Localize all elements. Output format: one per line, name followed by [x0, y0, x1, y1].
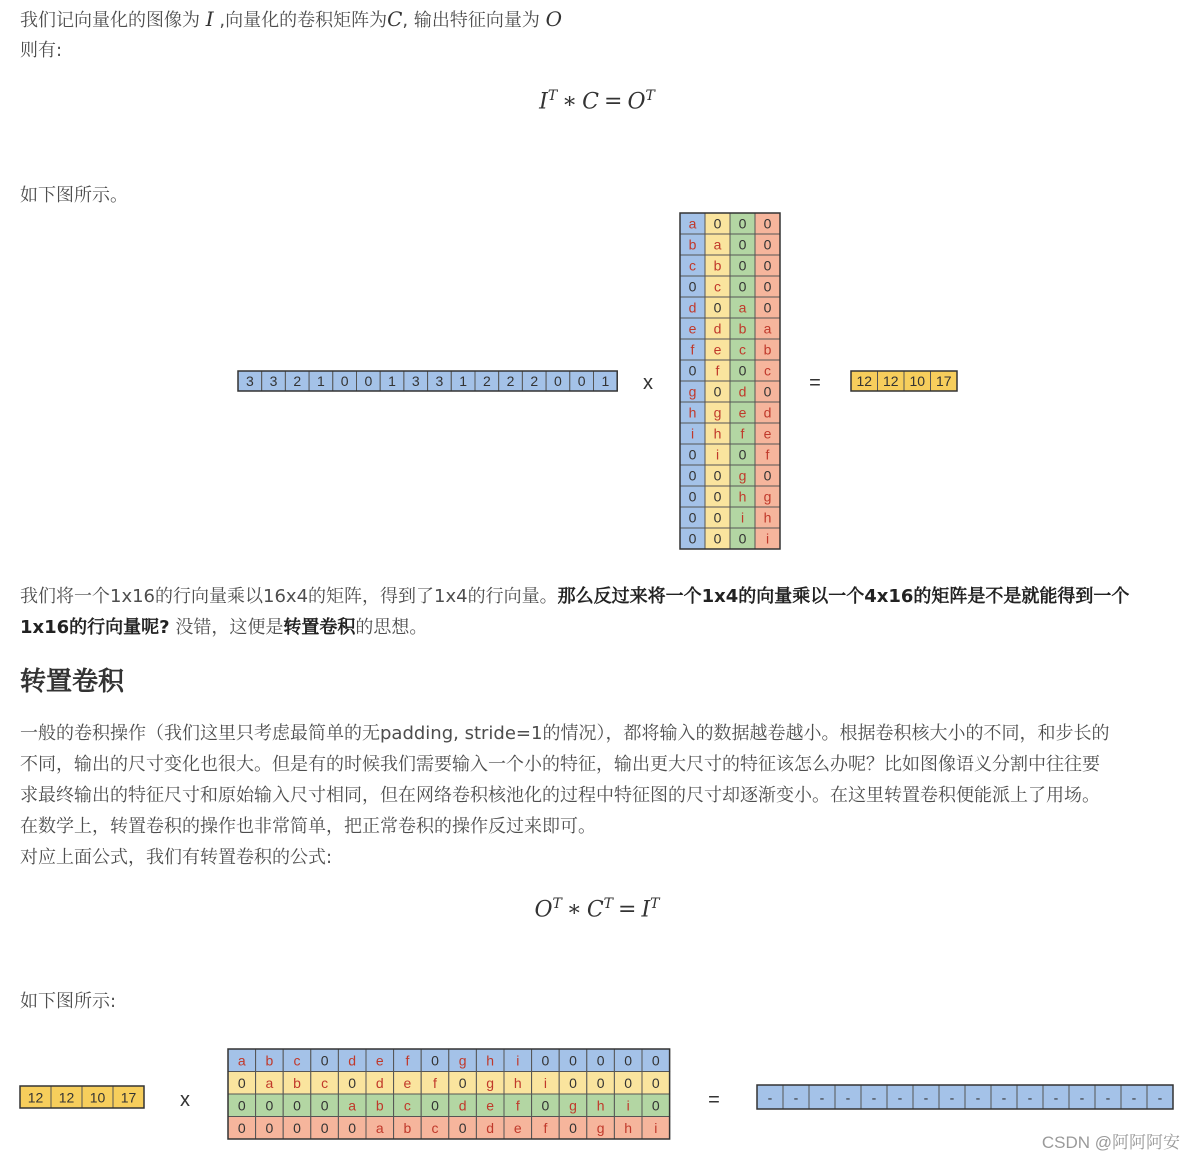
- fig2-times-sign: x: [180, 1089, 190, 1111]
- section-heading: 转置卷积: [20, 667, 125, 697]
- fig2-matrix-cell: d: [458, 1097, 467, 1114]
- fig2-result-cell: -: [845, 1089, 851, 1106]
- fig1-matrix-cell: 0: [688, 530, 697, 547]
- fig1-matrix-cell: 0: [763, 278, 772, 295]
- fig2-matrix-cell: 0: [569, 1120, 577, 1137]
- fig1-matrix-cell: f: [715, 362, 720, 379]
- fig1-matrix-cell: f: [740, 425, 745, 442]
- fig2-matrix-cell: 0: [348, 1075, 357, 1092]
- fig1-matrix-cell: a: [763, 320, 772, 337]
- fig2-matrix-cell: d: [486, 1120, 495, 1137]
- fig2-matrix-cell: f: [433, 1075, 437, 1092]
- intro-text-1: 我们记向量化的图像为: [20, 10, 200, 31]
- fig2-matrix-cell: 0: [651, 1075, 660, 1092]
- fig2-matrix-cell: h: [624, 1120, 633, 1137]
- formula2-c-sup: T: [650, 896, 660, 912]
- fig1-vector-cell: 0: [364, 373, 373, 390]
- fig1-vector-cell: 3: [245, 373, 254, 390]
- fig1-vector-cell: 1: [317, 373, 325, 390]
- fig1-vector-cell: 1: [601, 373, 610, 390]
- fig2-matrix-cell: b: [403, 1120, 412, 1137]
- para1-plain-2: 没错，这便是: [169, 617, 284, 638]
- fig2-vector-cell: 12: [27, 1089, 44, 1106]
- fig1-matrix-cell: 0: [688, 467, 697, 484]
- fig1-matrix-cell: a: [713, 236, 722, 253]
- formula1-b: C: [582, 89, 599, 115]
- fig2-matrix-cell: e: [486, 1097, 495, 1114]
- fig2-result-cell: -: [1027, 1089, 1033, 1106]
- fig1-matrix-cell: g: [688, 383, 697, 400]
- fig1-matrix-cell: b: [688, 236, 697, 253]
- fig2-matrix-cell: c: [403, 1097, 411, 1114]
- intro-text-2: ,向量化的卷积矩阵为: [219, 10, 388, 31]
- fig2-matrix-cell: i: [626, 1097, 630, 1114]
- fig2-matrix-cell: 0: [458, 1120, 467, 1137]
- fig2-matrix-cell: 0: [651, 1052, 660, 1069]
- fig2-matrix-cell: i: [654, 1120, 658, 1137]
- fig1-matrix-cell: g: [738, 467, 747, 484]
- fig1-vector-cell: 2: [482, 373, 491, 390]
- fig2-matrix-cell: 0: [596, 1075, 605, 1092]
- fig1-matrix-cell: i: [715, 446, 720, 463]
- fig2-matrix-cell: i: [543, 1075, 547, 1092]
- fig2-matrix-cell: 0: [293, 1120, 301, 1137]
- formula1-a: I: [539, 89, 548, 115]
- formula2-b: C: [586, 897, 604, 923]
- fig1-matrix-cell: d: [763, 404, 772, 421]
- fig1-matrix-cell: 0: [763, 467, 772, 484]
- formula2-a-sup: T: [552, 896, 562, 912]
- fig2-matrix-cell: 0: [624, 1052, 633, 1069]
- para2-line: 对应上面公式，我们有转置卷积的公式:: [20, 847, 333, 868]
- fig2-result-cell: -: [1001, 1089, 1007, 1106]
- formula1-op1: ∗: [562, 89, 578, 115]
- fig1-matrix-cell: h: [713, 425, 722, 442]
- fig1-matrix-cell: e: [713, 341, 722, 358]
- fig1-matrix-cell: 0: [738, 530, 747, 547]
- formula2-a: O: [534, 897, 553, 923]
- fig1-matrix-cell: 0: [713, 467, 722, 484]
- fig1-matrix-cell: e: [738, 404, 747, 421]
- fig1-matrix-cell: c: [764, 362, 771, 379]
- para2-line: 求最终输出的特征尺寸和原始输入尺寸相同，但在网络卷积核池化的过程中特征图的尺寸却逐渐变小。在这里转置卷积便能派上了用场。: [20, 785, 1100, 806]
- fig1-matrix-cell: 0: [713, 215, 722, 232]
- para2-line: 一般的卷积操作（我们这里只考虑最简单的无padding, stride=1的情况），都将输入的数据越卷越小。根据卷积核大小的不同，和步长的: [20, 723, 1110, 744]
- fig1-matrix-cell: 0: [738, 215, 747, 232]
- fig1-vector-cell: 3: [269, 373, 278, 390]
- fig2-equals-sign: =: [708, 1089, 720, 1111]
- fig2-matrix-cell: 0: [293, 1097, 301, 1114]
- fig1-matrix-cell: b: [763, 341, 772, 358]
- intro-text-3: , 输出特征向量为: [402, 10, 540, 31]
- fig2-matrix-cell: g: [486, 1075, 495, 1092]
- fig1-matrix-cell: 0: [713, 383, 722, 400]
- fig2-matrix-cell: e: [403, 1075, 412, 1092]
- figure1-caption: 如下图所示。: [20, 185, 128, 206]
- fig2-matrix-cell: f: [405, 1052, 410, 1069]
- fig2-matrix-cell: 0: [569, 1075, 577, 1092]
- fig2-matrix-cell: e: [375, 1052, 384, 1069]
- fig1-matrix-cell: 0: [688, 488, 697, 505]
- fig1-vector-cell: 2: [293, 373, 302, 390]
- fig1-matrix-cell: 0: [713, 488, 722, 505]
- fig1-times-sign: x: [643, 372, 653, 394]
- para2-line: 不同，输出的尺寸变化也很大。但是有的时候我们需要输入一个小的特征，输出更大尺寸的特征该怎么办呢？比如图像语义分割中往往要: [20, 754, 1100, 775]
- fig1-matrix-cell: b: [713, 257, 722, 274]
- fig1-matrix-cell: 0: [688, 446, 697, 463]
- fig2-matrix-cell: a: [375, 1120, 384, 1137]
- fig1-matrix-cell: 0: [763, 383, 772, 400]
- fig1-matrix-cell: 0: [738, 257, 747, 274]
- fig2-matrix-cell: e: [513, 1120, 522, 1137]
- fig2-matrix-cell: 0: [541, 1097, 550, 1114]
- fig1-result-cell: 12: [882, 373, 899, 390]
- fig1-matrix-cell: 0: [763, 236, 772, 253]
- fig1-matrix-cell: 0: [713, 509, 722, 526]
- fig1-matrix-cell: a: [688, 215, 697, 232]
- para1-bold: 那么反过来将一个1x4的向量乘以一个4x16的矩阵是不是就能得到一个: [557, 586, 1130, 607]
- formula2-op2: =: [618, 897, 637, 923]
- fig1-matrix-cell: 0: [688, 509, 697, 526]
- fig1-result-cell: 10: [909, 373, 926, 390]
- fig2-matrix-cell: 0: [265, 1097, 274, 1114]
- fig1-result-cell: 17: [935, 373, 952, 390]
- fig1-vector-cell: 3: [411, 373, 420, 390]
- fig2-matrix-cell: 0: [237, 1097, 246, 1114]
- para1-bold-2: 1x16的行向量呢?: [20, 617, 170, 638]
- fig2-matrix-cell: h: [486, 1052, 495, 1069]
- fig1-matrix-cell: 0: [713, 299, 722, 316]
- fig1-vector-cell: 0: [554, 373, 562, 390]
- fig2-matrix-cell: c: [431, 1120, 439, 1137]
- fig2-matrix-cell: 0: [320, 1097, 329, 1114]
- fig2-matrix-cell: a: [348, 1097, 357, 1114]
- fig1-matrix-cell: a: [738, 299, 747, 316]
- fig1-matrix-cell: c: [689, 257, 696, 274]
- fig2-matrix-cell: b: [375, 1097, 384, 1114]
- fig2-matrix-cell: 0: [320, 1052, 329, 1069]
- formula2-op1: ∗: [566, 897, 582, 923]
- fig2-result-cell: -: [1053, 1089, 1059, 1106]
- fig2-matrix-cell: 0: [596, 1052, 605, 1069]
- fig1-matrix-cell: 0: [738, 446, 747, 463]
- fig1-matrix-cell: i: [740, 509, 745, 526]
- fig2-result-cell: -: [1157, 1089, 1163, 1106]
- fig2-matrix-cell: 0: [431, 1097, 439, 1114]
- fig1-matrix-cell: h: [688, 404, 697, 421]
- fig2-result-cell: -: [923, 1089, 929, 1106]
- fig1-matrix-cell: c: [714, 278, 721, 295]
- para2-line: 在数学上，转置卷积的操作也非常简单，把正常卷积的操作反过来即可。: [20, 816, 596, 837]
- fig2-matrix-cell: 0: [431, 1052, 439, 1069]
- fig2-matrix-cell: a: [265, 1075, 274, 1092]
- fig2-matrix-cell: a: [237, 1052, 246, 1069]
- fig1-matrix-cell: i: [765, 530, 770, 547]
- fig1-matrix-cell: 0: [763, 215, 772, 232]
- fig2-matrix-cell: 0: [237, 1075, 246, 1092]
- intro-line-2: 则有:: [20, 40, 63, 61]
- var-I: I: [205, 7, 214, 31]
- fig1-matrix-cell: h: [738, 488, 747, 505]
- fig2-matrix-cell: d: [348, 1052, 357, 1069]
- figure2-caption: 如下图所示:: [20, 991, 117, 1012]
- fig1-vector-cell: 0: [340, 373, 349, 390]
- fig2-result-cell: -: [793, 1089, 799, 1106]
- fig2-matrix-cell: i: [516, 1052, 520, 1069]
- fig1-matrix-cell: f: [765, 446, 770, 463]
- fig2-result-cell: -: [871, 1089, 877, 1106]
- formula2-c: I: [641, 897, 651, 923]
- fig2-matrix-cell: 0: [237, 1120, 246, 1137]
- fig2-matrix-cell: c: [321, 1075, 329, 1092]
- fig1-matrix-cell: e: [688, 320, 697, 337]
- fig2-matrix-cell: g: [458, 1052, 467, 1069]
- fig1-matrix-cell: 0: [738, 278, 747, 295]
- fig1-matrix-cell: 0: [713, 530, 722, 547]
- fig1-vector-cell: 1: [459, 373, 468, 390]
- watermark: CSDN @阿阿阿安: [1041, 1133, 1180, 1152]
- fig2-result-cell: -: [1131, 1089, 1137, 1106]
- fig1-matrix-cell: 0: [738, 236, 747, 253]
- fig1-matrix-cell: f: [690, 341, 695, 358]
- fig2-vector-cell: 17: [120, 1089, 137, 1106]
- fig2-result-cell: -: [1105, 1089, 1111, 1106]
- fig2-result-cell: -: [819, 1089, 825, 1106]
- fig2-matrix-cell: 0: [265, 1120, 274, 1137]
- formula2-b-sup: T: [603, 896, 614, 912]
- fig2-matrix-cell: h: [596, 1097, 605, 1114]
- para1-plain: 我们将一个1x16的行向量乘以16x4的矩阵，得到了1x4的行向量。: [20, 586, 558, 607]
- fig1-matrix-cell: 0: [738, 362, 747, 379]
- fig2-result-cell: -: [975, 1089, 981, 1106]
- fig2-matrix-cell: 0: [458, 1075, 467, 1092]
- fig1-matrix-cell: 0: [763, 257, 772, 274]
- fig2-matrix-cell: 0: [569, 1052, 577, 1069]
- fig1-matrix-cell: 0: [688, 362, 697, 379]
- fig2-matrix-cell: 0: [348, 1120, 357, 1137]
- fig2-result-cell: -: [1079, 1089, 1085, 1106]
- fig2-matrix-cell: f: [515, 1097, 520, 1114]
- para1-bold-term: 转置卷积: [283, 617, 356, 638]
- fig1-matrix-cell: c: [739, 341, 746, 358]
- fig1-vector-cell: 3: [435, 373, 444, 390]
- fig1-matrix-cell: 0: [688, 278, 697, 295]
- fig2-result-cell: -: [949, 1089, 955, 1106]
- fig2-matrix-cell: h: [513, 1075, 522, 1092]
- fig2-matrix-cell: 0: [320, 1120, 329, 1137]
- fig1-vector-cell: 2: [530, 373, 539, 390]
- var-O: O: [545, 7, 563, 31]
- fig1-matrix-cell: b: [738, 320, 747, 337]
- fig2-matrix-cell: 0: [624, 1075, 633, 1092]
- fig1-vector-cell: 0: [577, 373, 586, 390]
- fig2-matrix-cell: 0: [651, 1097, 660, 1114]
- formula1-a-sup: T: [547, 88, 558, 104]
- fig2-matrix-cell: b: [265, 1052, 274, 1069]
- fig2-matrix-cell: g: [596, 1120, 605, 1137]
- para1-plain-3: 的思想。: [355, 617, 428, 638]
- var-C: C: [387, 7, 403, 31]
- fig2-result-cell: -: [767, 1089, 773, 1106]
- formula1-c: O: [627, 89, 646, 115]
- fig1-matrix-cell: e: [763, 425, 772, 442]
- fig2-matrix-cell: f: [543, 1120, 548, 1137]
- formula1-op2: =: [604, 89, 623, 115]
- fig1-matrix-cell: h: [763, 509, 772, 526]
- fig1-vector-cell: 2: [506, 373, 515, 390]
- fig2-matrix-cell: b: [293, 1075, 301, 1092]
- fig1-matrix-cell: d: [738, 383, 747, 400]
- fig1-result-cell: 12: [856, 373, 873, 390]
- fig2-matrix-cell: c: [293, 1052, 301, 1069]
- fig1-equals-sign: =: [809, 372, 821, 394]
- fig1-matrix-cell: i: [690, 425, 695, 442]
- fig2-result-cell: -: [897, 1089, 903, 1106]
- fig2-vector-cell: 10: [89, 1089, 106, 1106]
- fig2-vector-cell: 12: [58, 1089, 75, 1106]
- fig2-matrix-cell: 0: [541, 1052, 550, 1069]
- fig1-matrix-cell: 0: [763, 299, 772, 316]
- fig1-vector-cell: 1: [388, 373, 396, 390]
- fig1-matrix-cell: g: [713, 404, 722, 421]
- fig1-matrix-cell: d: [688, 299, 697, 316]
- formula1-c-sup: T: [645, 88, 655, 104]
- fig2-matrix-cell: d: [375, 1075, 384, 1092]
- fig1-matrix-cell: d: [713, 320, 722, 337]
- fig1-matrix-cell: g: [763, 488, 772, 505]
- fig2-matrix-cell: g: [569, 1097, 577, 1114]
